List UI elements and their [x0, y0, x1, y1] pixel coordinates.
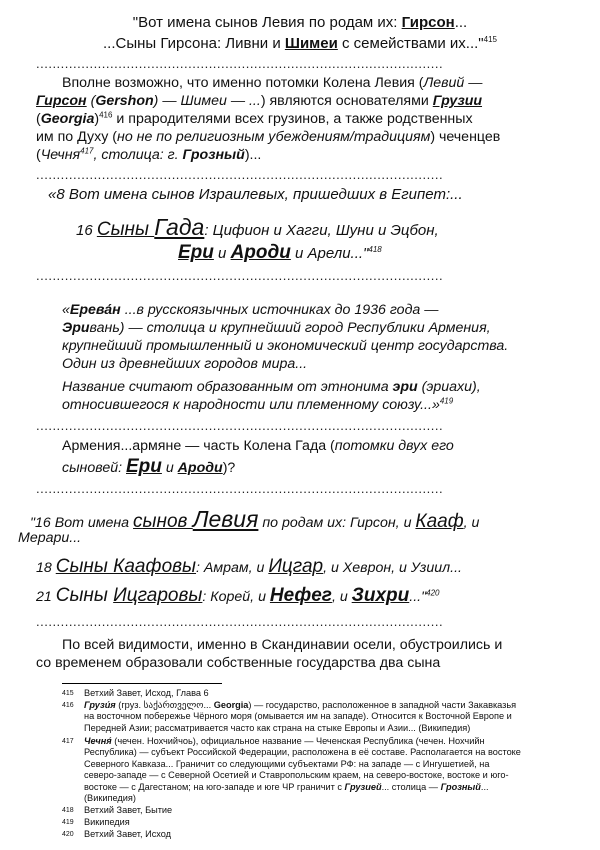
text: Название считают образованным от этнонима — [62, 379, 393, 395]
para4-line2 — [36, 654, 440, 672]
text: : Корей, и — [202, 589, 270, 605]
name-grozny: Грозный — [182, 147, 245, 163]
name-eri: Ери — [126, 456, 162, 477]
name-eri: эри — [392, 379, 418, 395]
text: , и — [463, 515, 480, 531]
name-kohath: Кааф — [415, 511, 464, 532]
text: относившегося к народности или племенному союзу...» — [62, 397, 440, 413]
para2-line1 — [62, 301, 438, 319]
text: ) чеченцев — [430, 129, 501, 145]
dotted-separator: ................................................................................................... — [36, 56, 444, 71]
text: ..." — [409, 589, 427, 605]
text: ( — [36, 111, 41, 127]
text: вань) — столица и крупнейший город Республики Армения, — [89, 320, 491, 336]
text: ) являются основателями — [260, 93, 433, 109]
text: северо-западе — с Северной Осетией и Ставропольским краем, на северо-востоке, востоке и юго- — [84, 770, 509, 781]
text: (груз. საქართველო... — [115, 700, 214, 710]
footnote-ref: 417 — [80, 146, 94, 156]
footnote-number: 415 — [62, 690, 74, 697]
name-gerson: Гирсон — [401, 14, 455, 31]
footnote-416 — [62, 700, 516, 734]
para2-line5 — [62, 378, 481, 396]
verse-number: 18 — [36, 560, 56, 576]
text: ) — государство, расположенное в западной части Закавказья — [248, 700, 517, 710]
footnote-ref: 420 — [426, 588, 440, 598]
text: по родам их: Гирсон, и — [258, 515, 416, 531]
footnote-417 — [62, 736, 521, 804]
text: ( — [36, 147, 41, 163]
footnote-number: 418 — [62, 807, 74, 814]
footnote-separator — [62, 683, 222, 684]
text: : Цифион и Хагги, Шуни и Эцбон, — [204, 222, 439, 239]
footnote-ref: 419 — [439, 396, 454, 406]
name-gershon: Gershon — [95, 93, 154, 109]
text: Сыны Каафовы — [55, 556, 197, 577]
text: ...в русскоязычных источниках до 1936 года — — [120, 302, 439, 318]
para4-line1 — [62, 636, 502, 654]
quote3-line4 — [36, 585, 440, 608]
text: Грузией — [344, 781, 382, 792]
text: Республика) — субъект Российской Федерации, расположена в её составе. Располагается на востоке — [84, 747, 521, 758]
dotted-separator: ................................................................................................... — [36, 614, 444, 629]
footnote-420 — [62, 829, 171, 840]
dotted-separator: ................................................................................................... — [36, 167, 444, 182]
text: ... — [454, 14, 468, 31]
name-nepheg: Нефег — [269, 585, 332, 606]
text: Грозный — [440, 781, 481, 792]
para1-line5 — [36, 146, 261, 164]
text: ( — [86, 93, 96, 109]
para1-line3 — [36, 110, 473, 128]
footnote-number: 419 — [62, 819, 74, 826]
text: и Арели..." — [290, 245, 369, 262]
name-georgia: Грузии — [432, 93, 483, 109]
text: Сыны — [55, 585, 114, 606]
text: Один из древнейших городов мира... — [62, 356, 308, 372]
text: и — [161, 460, 178, 476]
text: сынов — [133, 511, 193, 532]
text: с семействами их..." — [337, 35, 484, 52]
dotted-separator: ................................................................................................... — [36, 481, 444, 496]
footnote-415 — [62, 688, 209, 699]
para2-line6 — [62, 396, 453, 414]
para2-line4 — [62, 355, 307, 373]
text: « — [62, 302, 70, 318]
footnote-text: Википедия — [84, 817, 130, 827]
para2-line2 — [62, 319, 491, 337]
para2-line3 — [62, 337, 508, 355]
para3-line2 — [62, 456, 235, 479]
footnote-419 — [62, 817, 130, 828]
quote1-line1 — [0, 14, 600, 32]
footnote-number: 416 — [62, 702, 74, 709]
footnote-418 — [62, 805, 172, 816]
text: Левий — — [423, 75, 483, 91]
text: востоке — с Дагестаном; на юго-западе и юге ЧР граничит с — [84, 781, 345, 792]
text: крупнейший промышленный и экономический центр государства. — [62, 338, 509, 354]
name-izhar: Ицгар — [268, 556, 324, 577]
text: (чечен. Нохчийчоь), официальное название — Чеченская Республика (чечен. Нохчийн — [111, 736, 485, 746]
text: но не по религиозным убеждениям/традициям — [117, 129, 431, 145]
text: со временем образовали собственные государства два сына — [36, 655, 441, 671]
text: Вполне возможно, что именно потомки Колена Левия ( — [62, 75, 424, 91]
text: ... — [480, 781, 489, 792]
text: Армения...армяне — часть Колена Гада ( — [62, 438, 335, 454]
name-eri: Ери — [178, 242, 214, 263]
para1-line2 — [36, 92, 482, 110]
text: сыновей: — [62, 460, 126, 476]
name-zichri: Зихри — [351, 585, 410, 606]
quote3-line3 — [36, 556, 462, 579]
text: , столица: г. — [93, 147, 183, 163]
text: Грузи́я — [84, 700, 116, 710]
name-chechnya: Чечня — [40, 147, 81, 163]
footnote-ref: 418 — [368, 245, 382, 254]
name-gad: Гада — [154, 214, 205, 240]
name-georgia-en: Georgia — [40, 111, 95, 127]
verse-number: 16 — [76, 222, 97, 239]
text: Сыны — [96, 219, 155, 240]
text: и — [213, 245, 231, 262]
footnote-text: Ветхий Завет, Исход, Глава 6 — [84, 688, 209, 698]
dotted-separator: ................................................................................................... — [36, 418, 444, 433]
footnote-ref: 416 — [99, 110, 113, 120]
name-yerevan: Ерева́н — [69, 302, 121, 318]
text: ) — Шимеи — ... — [153, 93, 261, 109]
dotted-separator: ................................................................................................... — [36, 268, 444, 283]
text: ... столица — — [381, 781, 441, 792]
text: ...Сыны Гирсона: Ливни и — [102, 35, 285, 52]
footnote-number: 417 — [62, 738, 74, 745]
quote2-line1 — [48, 186, 463, 204]
footnote-text — [84, 700, 516, 734]
text: Чечня́ — [84, 736, 112, 746]
name-izhar: Ицгаровы — [113, 585, 203, 606]
text: Передней Азии; рассматривается часто как страна на стыке Европы и Азии... (Википедия) — [84, 722, 471, 733]
text: )? — [222, 460, 236, 476]
name-arodi: Ароди — [177, 460, 223, 476]
text: потомки двух его — [334, 438, 454, 454]
text: ) — [94, 111, 100, 127]
text: (эриахи), — [417, 379, 481, 395]
text: им по Духу ( — [36, 129, 118, 145]
quote1-line2 — [0, 35, 600, 53]
footnote-number: 420 — [62, 831, 74, 838]
text: Georgia — [213, 700, 249, 710]
text: Северного Кавказа... Граничит со следующими субъектами РФ: на западе — с Ингушетией, на — [84, 758, 490, 769]
quote2-line2 — [76, 215, 439, 243]
footnote-text — [84, 736, 521, 804]
para3-line1 — [62, 437, 454, 455]
name-shimei: Шимеи — [284, 35, 338, 52]
text: Мерари... — [18, 530, 82, 546]
text: "Вот имена сынов Левия по родам их: — [132, 14, 402, 31]
para1-line1 — [62, 74, 482, 92]
text: (Википедия) — [84, 793, 136, 804]
name-gerson: Гирсон — [36, 93, 87, 109]
verse-number: 21 — [36, 589, 56, 605]
text: По всей видимости, именно в Скандинавии осели, обустроились и — [62, 637, 503, 653]
text: на восточном побережье Чёрного моря (омывается им на западе). Относится к Восточной Европе и — [84, 711, 512, 722]
footnote-text: Ветхий Завет, Бытие — [84, 805, 173, 815]
footnote-text: Ветхий Завет, Исход — [84, 829, 172, 839]
text: )... — [244, 147, 262, 163]
text: , и Хеврон, и Узиил... — [323, 560, 462, 576]
text: : Амрам, и — [196, 560, 269, 576]
quote2-line3 — [178, 242, 382, 265]
quote3-line2 — [18, 529, 81, 547]
name-levi: Левия — [192, 506, 259, 532]
name-eri: Эри — [62, 320, 90, 336]
text: "16 Вот имена — [30, 515, 134, 531]
name-arodi: Ароди — [230, 242, 291, 263]
quote3-line1 — [30, 507, 479, 535]
text: и прародителями всех грузинов, а также родственных — [112, 111, 473, 127]
para1-line4 — [36, 128, 500, 146]
footnote-ref: 415 — [483, 35, 497, 44]
text: «8 Вот имена сынов Израилевых, пришедших в Египет:... — [48, 186, 463, 203]
text: , и — [331, 589, 352, 605]
